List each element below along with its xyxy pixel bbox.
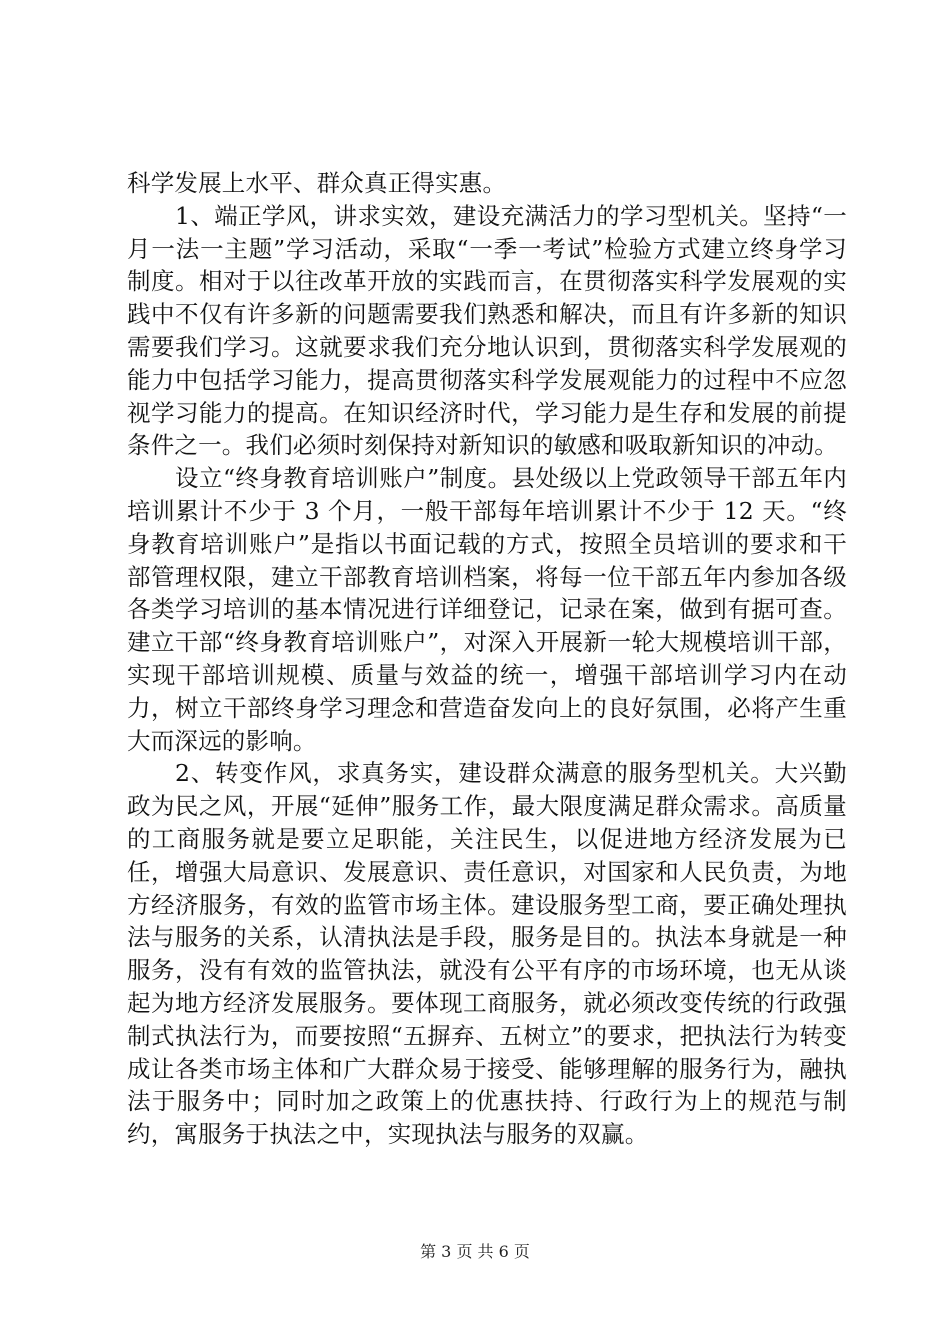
page-number-footer: 第 3 页 共 6 页 xyxy=(420,1242,530,1261)
paragraph-service-style: 2、转变作风，求真务实，建设群众满意的服务型机关。大兴勤政为民之风，开展“延伸”服务工作，最大限度满足群众需求。高质量的工商服务就是要立足职能，关注民生，以促进地方经济发展为已任，增强大局意识、发展意识、责任意识，对国家和人民负责，为地方经济服务，有效的监管市场主体。建设服务型工商，要正确处理执法与服务的关系，认清执法是手段，服务是目的。执法本身就是一种服务，没有有效的监管执法，就没有公平有序的市场环境，也无从谈起为地方经济发展服务。要体现工商服务，就必须改变传统的行政强制式执法行为，而要按照“五摒弃、五树立”的要求，把执法行为转变成让各类市场主体和广大群众易于接受、能够理解的服务行为，融执法于服务中；同时加之政策上的优惠扶持、行政行为上的规范与制约，寓服务于执法之中，实现执法与服务的双赢。 xyxy=(127,759,847,1149)
document-body xyxy=(127,167,847,1151)
paragraph-continuation: 科学发展上水平、群众真正得实惠。 xyxy=(127,169,507,197)
paragraph-study-style: 1、端正学风，讲求实效，建设充满活力的学习型机关。坚持“一月一法一主题”学习活动，采取“一季一考试”检验方式建立终身学习制度。相对于以往改革开放的实践而言，在贯彻落实科学发展观的实践中不仅有许多新的问题需要我们熟悉和解决，而且有许多新的知识需要我们学习。这就要求我们充分地认识到，贯彻落实科学发展观的能力中包括学习能力，提高贯彻落实科学发展观能力的过程中不应忽视学习能力的提高。在知识经济时代，学习能力是生存和发展的前提条件之一。我们必须时刻保持对新知识的敏感和吸取新知识的冲动。 xyxy=(127,201,847,460)
paragraph-training-account: 设立“终身教育培训账户”制度。县处级以上党政领导干部五年内培训累计不少于 3 个月，一般干部每年培训累计不少于 12 天。“终身教育培训账户”是指以书面记载的方式，按照全员培训的要求和干部管理权限，建立干部教育培训档案，将每一位干部五年内参加各级各类学习培训的基本情况进行详细登记，记录在案，做到有据可查。建立干部“终身教育培训账户”，对深入开展新一轮大规模培训干部，实现干部培训规模、质量与效益的统一，增强干部培训学习内在动力，树立干部终身学习理念和营造奋发向上的良好氛围，必将产生重大而深远的影响。 xyxy=(127,464,847,755)
